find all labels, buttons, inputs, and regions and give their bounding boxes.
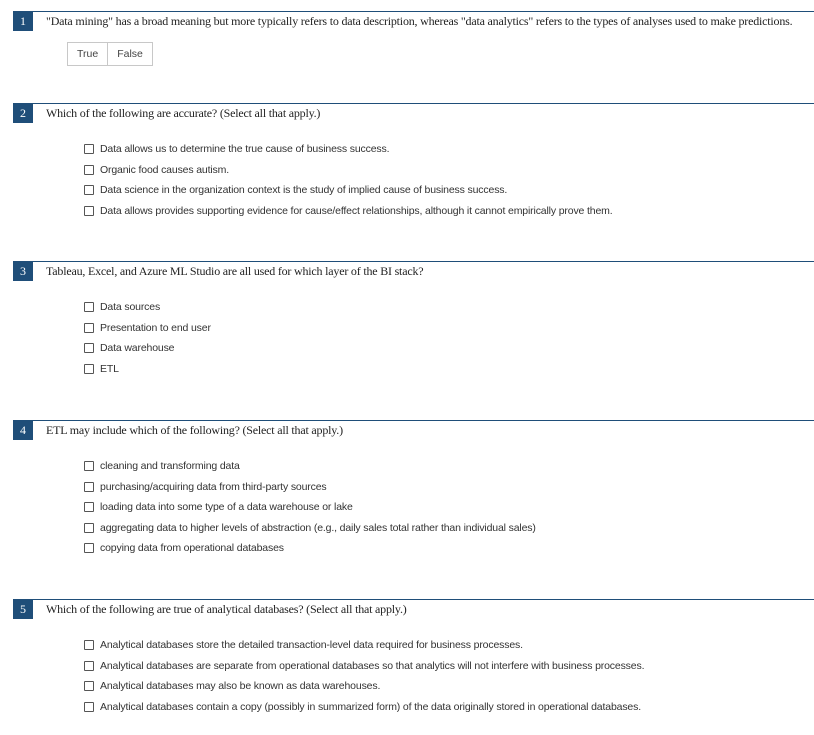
checkbox[interactable] <box>84 523 94 533</box>
checkbox[interactable] <box>84 502 94 512</box>
checkbox[interactable] <box>84 144 94 154</box>
question-2 <box>0 103 814 217</box>
answer-option[interactable] <box>84 538 536 559</box>
question-3 <box>0 261 814 375</box>
checkbox[interactable] <box>84 302 94 312</box>
question-divider <box>13 599 814 600</box>
question-4 <box>0 420 814 555</box>
answer-options <box>84 297 211 379</box>
option-label: purchasing/acquiring data from third-party sources <box>100 480 327 493</box>
option-label: loading data into some type of a data warehouse or lake <box>100 501 353 514</box>
question-5 <box>0 599 814 713</box>
question-divider <box>13 420 814 421</box>
answer-option[interactable] <box>84 456 536 477</box>
question-divider <box>13 103 814 104</box>
option-label: Data science in the organization context is the study of implied cause of business success. <box>100 184 508 197</box>
question-number-badge: 4 <box>13 420 33 440</box>
option-label: aggregating data to higher levels of abstraction (e.g., daily sales total rather than individual sales) <box>100 521 536 534</box>
false-button[interactable]: False <box>108 42 153 66</box>
question-text: "Data mining" has a broad meaning but more typically refers to data description, whereas "data analytics" refers to the types of analyses used to make predictions. <box>46 14 793 28</box>
option-label: cleaning and transforming data <box>100 460 240 473</box>
question-text: Which of the following are true of analytical databases? (Select all that apply.) <box>46 602 407 616</box>
checkbox[interactable] <box>84 681 94 691</box>
checkbox[interactable] <box>84 482 94 492</box>
true-button[interactable]: True <box>67 42 108 66</box>
checkbox[interactable] <box>84 343 94 353</box>
answer-options <box>84 635 644 717</box>
option-label: Data allows provides supporting evidence for cause/effect relationships, although it cannot empirically prove them. <box>100 204 613 217</box>
checkbox[interactable] <box>84 702 94 712</box>
option-label: Presentation to end user <box>100 321 211 334</box>
answer-option[interactable] <box>84 180 613 201</box>
option-label: Data allows us to determine the true cause of business success. <box>100 143 390 156</box>
answer-option[interactable] <box>84 635 644 656</box>
question-number-badge: 1 <box>13 11 33 31</box>
checkbox[interactable] <box>84 323 94 333</box>
checkbox[interactable] <box>84 364 94 374</box>
question-text: Tableau, Excel, and Azure ML Studio are all used for which layer of the BI stack? <box>46 264 424 278</box>
answer-option[interactable] <box>84 697 644 718</box>
question-divider <box>13 11 814 12</box>
checkbox[interactable] <box>84 165 94 175</box>
checkbox[interactable] <box>84 461 94 471</box>
answer-option[interactable] <box>84 139 613 160</box>
question-number-badge: 5 <box>13 599 33 619</box>
question-number-badge: 2 <box>13 103 33 123</box>
question-1 <box>0 11 814 60</box>
answer-options <box>84 139 613 221</box>
option-label: Analytical databases may also be known as data warehouses. <box>100 680 381 693</box>
answer-options <box>84 456 536 559</box>
answer-option[interactable] <box>84 477 536 498</box>
checkbox[interactable] <box>84 543 94 553</box>
answer-option[interactable] <box>84 338 211 359</box>
checkbox[interactable] <box>84 640 94 650</box>
option-label: Data warehouse <box>100 342 175 355</box>
answer-option[interactable] <box>84 359 211 380</box>
checkbox[interactable] <box>84 206 94 216</box>
question-number-badge: 3 <box>13 261 33 281</box>
question-divider <box>13 261 814 262</box>
answer-option[interactable] <box>84 656 644 677</box>
option-label: Organic food causes autism. <box>100 163 230 176</box>
answer-option[interactable] <box>84 201 613 222</box>
answer-option[interactable] <box>84 676 644 697</box>
option-label: copying data from operational databases <box>100 542 284 555</box>
option-label: Analytical databases contain a copy (possibly in summarized form) of the data originally stored in operational databases. <box>100 700 641 713</box>
answer-option[interactable] <box>84 297 211 318</box>
checkbox[interactable] <box>84 185 94 195</box>
question-text: Which of the following are accurate? (Select all that apply.) <box>46 106 321 120</box>
option-label: Analytical databases are separate from operational databases so that analytics will not interfere with business processes. <box>100 659 645 672</box>
option-label: Analytical databases store the detailed transaction-level data required for business processes. <box>100 639 523 652</box>
answer-option[interactable] <box>84 518 536 539</box>
answer-option[interactable] <box>84 318 211 339</box>
answer-option[interactable] <box>84 160 613 181</box>
option-label: Data sources <box>100 301 161 314</box>
option-label: ETL <box>100 362 119 375</box>
checkbox[interactable] <box>84 661 94 671</box>
question-text: ETL may include which of the following? (Select all that apply.) <box>46 423 343 437</box>
answer-option[interactable] <box>84 497 536 518</box>
true-false-group <box>67 42 153 66</box>
